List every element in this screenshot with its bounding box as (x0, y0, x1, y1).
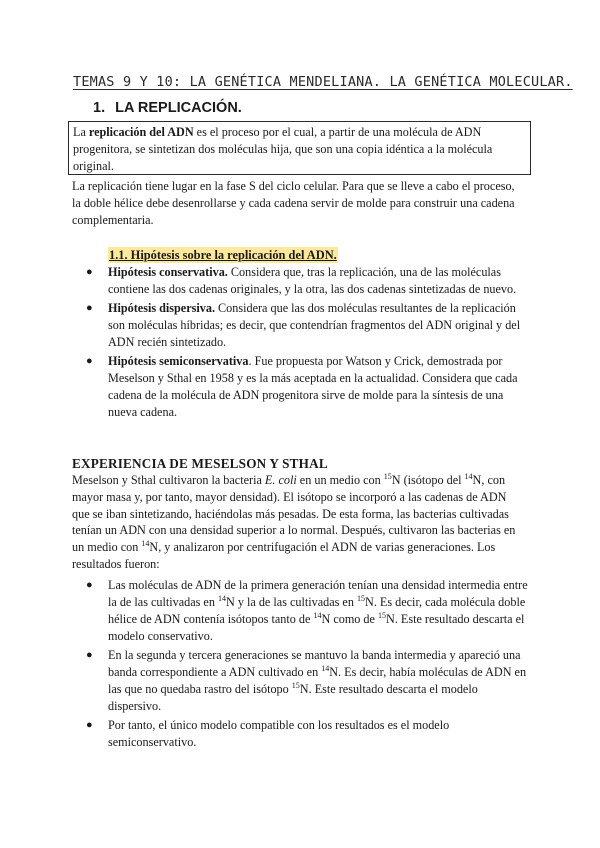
isotope-mass: 14 (464, 472, 473, 481)
bullet-icon: ● (86, 719, 93, 731)
hypothesis-term: Hipótesis dispersiva. (108, 301, 215, 315)
list-item-semiconservative (86, 353, 528, 421)
list-item-result-1 (86, 577, 528, 645)
isotope-mass: 15 (291, 681, 300, 690)
subsection-heading: 1.1. Hipótesis sobre la replicación del ADN. (109, 248, 337, 262)
experiment-paragraph (72, 472, 522, 573)
definition-box (68, 121, 531, 175)
hypothesis-text: . Fue propuesta por Watson y Crick, demostrada por Meselson y Sthal en 1958 y es la más aceptada en la actualidad. Considera que cada cadena de la molécula de ADN progenitora sirve de molde para la síntesis de una nueva cadena. (108, 354, 518, 419)
list-item-result-3 (86, 717, 528, 751)
list-item-dispersive (86, 300, 528, 351)
text-run: Meselson y Sthal cultivaron la bacteria (72, 473, 265, 487)
nitrogen-symbol: N (391, 473, 401, 487)
page-title: TEMAS 9 Y 10: LA GENÉTICA MENDELIANA. LA GENÉTICA MOLECULAR. (73, 74, 573, 90)
nitrogen-symbol: N (321, 612, 331, 626)
definition-text: es el proceso por el cual, a partir de una molécula de ADN progenitora, se sintetizan dos moléculas hija, que son una copia idéntica a la molécula original. (73, 125, 493, 173)
nitrogen-symbol: N (386, 612, 395, 626)
definition-pre: La (73, 125, 89, 139)
species-name: E. coli (264, 473, 297, 487)
hypothesis-text: Considera que, tras la replicación, una de las moléculas contiene las dos cadenas originales, y la otra, las dos cadenas sintetizadas de nuevo. (108, 265, 517, 296)
bullet-icon: ● (86, 579, 93, 591)
list-item-conservative (86, 264, 528, 298)
text-run: Las moléculas de ADN de la primera generación tenían una densidad intermedia entre la de las cultivadas en (108, 578, 528, 609)
hypothesis-text: Considera que las dos moléculas resultantes de la replicación son moléculas híbridas; es decir, que contendrían fragmentos del ADN original y del ADN recién sintetizado. (108, 301, 521, 349)
isotope-mass: 15 (383, 472, 392, 481)
bullet-icon: ● (86, 302, 93, 314)
isotope-mass: 14 (218, 594, 226, 603)
text-run: y la de las cultivadas en (234, 595, 357, 609)
isotope-mass: 14 (313, 611, 322, 620)
text-run: , y analizaron por centrifugación el ADN de varias generaciones. Los resultados fueron: (72, 540, 496, 571)
definition-term: replicación del ADN (88, 125, 194, 139)
text-run: (isótopo del (400, 473, 465, 487)
hypothesis-term: Hipótesis conservativa. (108, 265, 228, 279)
isotope-mass: 14 (141, 539, 150, 549)
hypotheses-list (86, 264, 528, 423)
nitrogen-symbol: N (149, 540, 159, 555)
section-number: 1. (93, 100, 106, 116)
text-run: en un medio con (296, 473, 384, 487)
nitrogen-symbol: N (329, 665, 339, 679)
text-run: como de (330, 612, 378, 626)
isotope-mass: 14 (321, 664, 330, 673)
nitrogen-symbol: N (226, 595, 235, 609)
bullet-icon: ● (86, 355, 93, 367)
text-run: , con mayor masa y, por tanto, mayor densidad). El isótopo se incorporó a las cadenas de ADN que se iban sintetizando, haciéndolas más pesadas. De esta forma, las bacterias cultivadas tenían un ADN con una densidad superior a lo normal. Después, cultivaron las bacterias en un medio con (72, 473, 516, 555)
section-title: LA REPLICACIÓN. (115, 100, 242, 116)
intro-paragraph: La replicación tiene lugar en la fase S del ciclo celular. Para que se lleve a cabo el proceso, la doble hélice debe desenrollarse y cada cadena servir de molde para construir una cadena complementaria. (72, 179, 515, 227)
section-heading (93, 100, 242, 116)
text-run: . Este resultado descarta el modelo dispersivo. (108, 682, 478, 713)
isotope-mass: 15 (357, 594, 365, 603)
nitrogen-symbol: N (472, 473, 482, 487)
hypothesis-term: Hipótesis semiconservativa (108, 354, 249, 368)
bullet-icon: ● (86, 649, 93, 661)
text-run: Por tanto, el único modelo compatible con los resultados es el modelo semiconservativo. (108, 718, 450, 749)
bullet-icon: ● (86, 266, 93, 278)
text-run: . Es decir, había moléculas de ADN en las que no quedaba rastro del isótopo (108, 665, 527, 696)
experiment-heading: EXPERIENCIA DE MESELSON Y STHAL (72, 456, 328, 471)
text-run: . Es decir, cada molécula doble hélice de ADN contenía isótopos tanto de (108, 595, 526, 626)
isotope-mass: 15 (378, 611, 386, 620)
text-run: . Este resultado descarta el modelo conservativo. (108, 612, 525, 643)
results-list (86, 577, 528, 753)
nitrogen-symbol: N (365, 595, 374, 609)
text-run: En la segunda y tercera generaciones se mantuvo la banda intermedia y apareció una banda correspondiente a ADN cultivado en (108, 648, 521, 679)
list-item-result-2 (86, 647, 528, 715)
nitrogen-symbol: N (299, 682, 309, 696)
